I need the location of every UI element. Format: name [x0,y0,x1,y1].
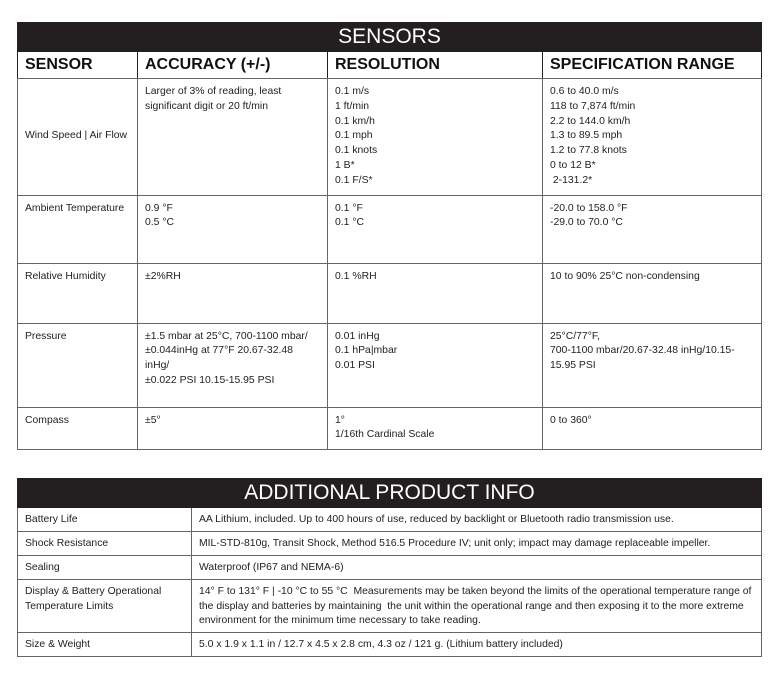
sensor-range-line: 10 to 90% 25°C non-condensing [550,270,700,282]
sensor-accuracy-cell [138,263,328,323]
sensor-resolution-line: 0.1 hPa|mbar [335,345,398,357]
sensor-row [18,323,762,407]
sensor-resolution-cell [328,79,543,196]
sensor-resolution-line: 1° [335,414,345,426]
info-value: AA Lithium, included. Up to 400 hours of use, reduced by backlight or Bluetooth radio transmission use. [192,508,762,532]
info-row [18,508,762,532]
sensor-name: Wind Speed | Air Flow [18,79,138,196]
sensor-resolution-line: 0.01 inHg [335,330,380,342]
sensor-range-line: 0 to 12 B* [550,159,596,171]
sensor-resolution-line: 1 ft/min [335,100,370,112]
info-value: Waterproof (IP67 and NEMA-6) [192,556,762,580]
sensor-name: Compass [18,407,138,450]
sensor-range-line: 0.6 to 40.0 m/s [550,86,619,97]
sensor-range-line: -29.0 to 70.0 °C [550,217,623,229]
info-label: Sealing [18,556,192,580]
info-value: MIL-STD-810g, Transit Shock, Method 516.5 Procedure IV; unit only; impact may damage replaceable impeller. [192,532,762,556]
sensor-accuracy-cell [138,79,328,196]
additional-info-table [17,478,762,657]
sensor-range-cell [543,263,762,323]
info-row [18,556,762,580]
sensor-range-line: 700-1100 mbar/20.67-32.48 inHg/10.15-15.95 PSI [550,345,735,372]
sensor-range-line: 118 to 7,874 ft/min [550,100,636,112]
info-label: Battery Life [18,508,192,532]
header-range: SPECIFICATION RANGE [543,52,762,79]
sensor-accuracy-line: ±5° [145,414,161,426]
sensor-resolution-line: 0.1 F/S* [335,174,373,186]
sensors-header-row [18,52,762,79]
sensor-resolution-line: 0.1 °F [335,202,363,214]
sensor-row [18,407,762,450]
sensor-range-cell [543,195,762,263]
info-label: Display & Battery Operational Temperature Limits [18,579,192,632]
sensor-range-line: 2.2 to 144.0 km/h [550,115,631,127]
sensor-resolution-line: 0.1 km/h [335,115,375,127]
sensor-accuracy-cell [138,195,328,263]
info-label: Size & Weight [18,633,192,657]
info-row [18,579,762,632]
header-accuracy: ACCURACY (+/-) [138,52,328,79]
sensor-resolution-cell [328,263,543,323]
sensor-range-cell [543,79,762,196]
sensor-range-line: 1.3 to 89.5 mph [550,130,623,142]
sensor-accuracy-line: 0.5 °C [145,217,174,229]
sensor-name: Relative Humidity [18,263,138,323]
sensor-accuracy-line: Larger of 3% of reading, least significant digit or 20 ft/min [145,86,285,112]
header-sensor: SENSOR [18,52,138,79]
info-title: ADDITIONAL PRODUCT INFO [18,479,762,508]
sensor-resolution-line: 1 B* [335,159,355,171]
sensor-resolution-cell [328,323,543,407]
info-label: Shock Resistance [18,532,192,556]
sensor-range-line: -20.0 to 158.0 °F [550,202,628,214]
sensor-resolution-line: 0.01 PSI [335,360,375,372]
sensor-resolution-cell [328,195,543,263]
sensor-name: Ambient Temperature [18,195,138,263]
sensor-accuracy-line: 0.9 °F [145,202,173,214]
info-value: 14° F to 131° F | -10 °C to 55 °C Measurements may be taken beyond the limits of the operational temperature range of the display and batteries by maintaining the unit within the operational range and then exposing it to the more extreme environment for the minimum time necessary to take reading. [192,579,762,632]
sensor-accuracy-line: ±2%RH [145,270,181,282]
sensor-resolution-line: 0.1 mph [335,130,373,142]
sensor-range-cell [543,407,762,450]
sensors-title: SENSORS [18,23,762,52]
sensor-accuracy-line: ±1.5 mbar at 25°C, 700-1100 mbar/ ±0.044inHg at 77°F 20.67-32.48 inHg/ [145,330,311,372]
sensor-resolution-cell [328,407,543,450]
sensor-accuracy-cell [138,407,328,450]
sensor-row [18,79,762,196]
sensor-name: Pressure [18,323,138,407]
sensor-range-line: 25°C/77°F, [550,330,600,342]
header-resolution: RESOLUTION [328,52,543,79]
sensor-range-cell [543,323,762,407]
sensor-resolution-line: 1/16th Cardinal Scale [335,429,435,441]
sensor-accuracy-line: ±0.022 PSI 10.15-15.95 PSI [145,374,275,386]
sensors-table [17,22,762,450]
sensor-range-line: 2-131.2* [550,174,593,186]
info-value: 5.0 x 1.9 x 1.1 in / 12.7 x 4.5 x 2.8 cm, 4.3 oz / 121 g. (Lithium battery included) [192,633,762,657]
sensor-accuracy-cell [138,323,328,407]
sensor-row [18,195,762,263]
sensor-row [18,263,762,323]
sensor-resolution-line: 0.1 %RH [335,270,377,282]
sensor-resolution-line: 0.1 m/s [335,86,370,97]
info-row [18,532,762,556]
sensor-resolution-line: 0.1 °C [335,217,364,229]
info-row [18,633,762,657]
sensor-range-line: 0 to 360° [550,414,592,426]
sensor-resolution-line: 0.1 knots [335,145,378,157]
sensor-range-line: 1.2 to 77.8 knots [550,145,627,157]
